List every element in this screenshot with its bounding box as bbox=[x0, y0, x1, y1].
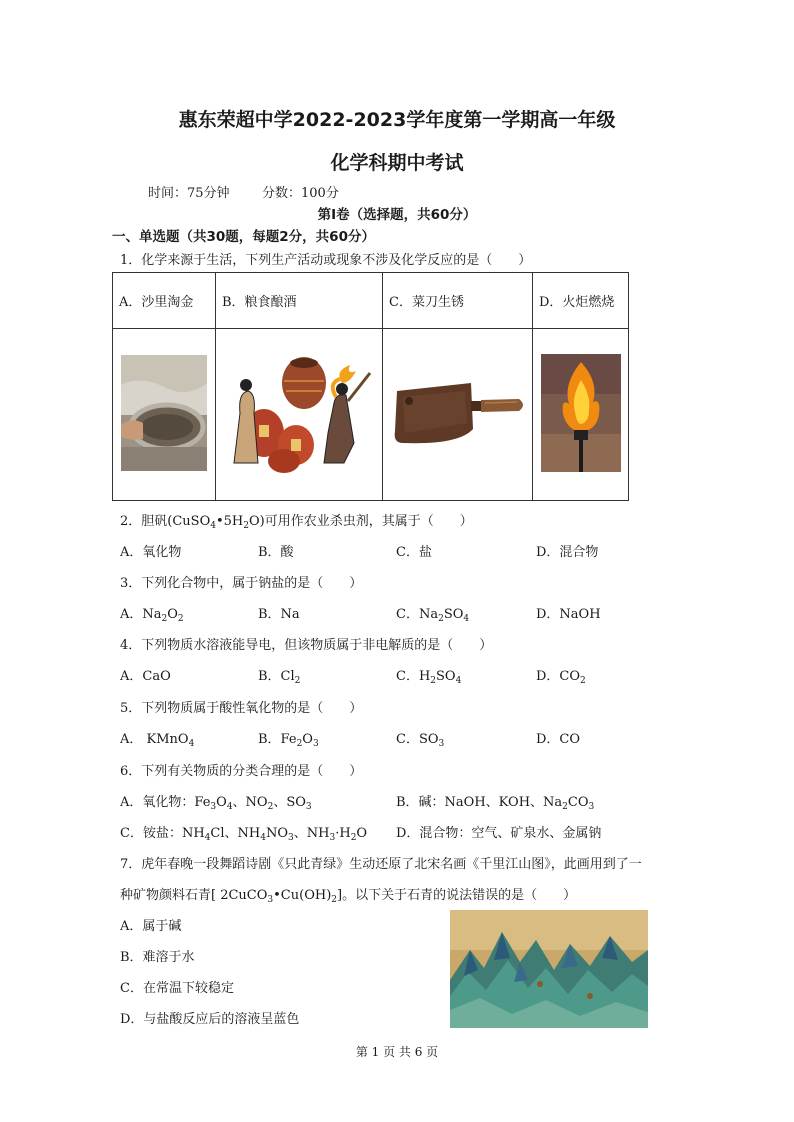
page-footer: 第 1 页 共 6 页 bbox=[355, 1045, 439, 1059]
q1-options-table bbox=[112, 272, 629, 501]
brewing-wine-image bbox=[224, 353, 374, 473]
q5-option-b[interactable]: B．$Fe_2O_3$ bbox=[258, 732, 319, 749]
q7-option-b[interactable]: B．难溶于水 bbox=[120, 950, 195, 965]
q7-option-a[interactable]: A．属于碱 bbox=[120, 919, 182, 934]
q7-option-c[interactable]: C．在常温下较稳定 bbox=[120, 981, 234, 996]
q2-stem: 2．胆矾$(CuSO_4•5H_2O)$可用作农业杀虫剂，其属于（ ） bbox=[120, 514, 473, 531]
q1-image-cell-d bbox=[533, 329, 629, 501]
rusty-cleaver-image bbox=[389, 373, 527, 453]
q4-option-a[interactable]: A．CaO bbox=[120, 669, 171, 684]
part-heading: 第Ⅰ卷（选择题，共60分） bbox=[317, 207, 477, 223]
q1-option-b[interactable]: B．粮食酿酒 bbox=[216, 273, 383, 329]
q5-option-c[interactable]: C．$SO_3$ bbox=[396, 732, 445, 749]
q1-image-cell-b bbox=[216, 329, 383, 501]
landscape-painting-image bbox=[450, 910, 648, 1028]
q2-option-c[interactable]: C．盐 bbox=[396, 545, 432, 560]
q2-option-a[interactable]: A．氧化物 bbox=[120, 545, 182, 560]
q7-stem-line-1: 7．虎年春晚一段舞蹈诗剧《只此青绿》生动还原了北宋名画《千里江山图》，此画用到了一 bbox=[120, 857, 642, 872]
q6-option-c[interactable]: C．铵盐：$NH_4Cl$、$NH_4NO_3$、$NH_3\cdot H_2O$ bbox=[120, 826, 368, 843]
q1-image-cell-a bbox=[113, 329, 216, 501]
exam-score: 分数：100分 bbox=[262, 186, 339, 201]
q3-option-d[interactable]: D．NaOH bbox=[536, 607, 601, 622]
q7-option-d[interactable]: D．与盐酸反应后的溶液呈蓝色 bbox=[120, 1012, 300, 1027]
q6-option-b[interactable]: B．碱：NaOH、KOH、$Na_2CO_3$ bbox=[396, 795, 595, 812]
q1-option-a[interactable]: A．沙里淘金 bbox=[113, 273, 216, 329]
q5-option-a[interactable]: A． KMnO$_4$ bbox=[120, 732, 195, 749]
title-line-2: 化学科期中考试 bbox=[330, 152, 464, 174]
q3-option-a[interactable]: A．$Na_2O_2$ bbox=[120, 607, 184, 624]
q7-stem-line-2: 种矿物颜料石青[ $2CuCO_3•Cu(OH)_2$]。以下关于石青的说法错误的是（ ） bbox=[120, 888, 577, 905]
q5-stem: 5．下列物质属于酸性氧化物的是（ ） bbox=[120, 701, 363, 716]
title-line-1: 惠东荣超中学2022-2023学年度第一学期高一年级 bbox=[178, 109, 616, 131]
q6-option-a[interactable]: A．氧化物：$Fe_3O_4$、$NO_2$、$SO_3$ bbox=[120, 795, 312, 812]
q4-option-d[interactable]: D．$CO_2$ bbox=[536, 669, 586, 686]
q3-option-b[interactable]: B．Na bbox=[258, 607, 300, 622]
panning-gold-image bbox=[121, 355, 207, 471]
q2-option-d[interactable]: D．混合物 bbox=[536, 545, 599, 560]
q1-image-cell-c bbox=[383, 329, 533, 501]
q4-option-b[interactable]: B．$Cl_2$ bbox=[258, 669, 301, 686]
q1-option-d[interactable]: D．火炬燃烧 bbox=[533, 273, 629, 329]
q6-option-d[interactable]: D．混合物：空气、矿泉水、金属钠 bbox=[396, 826, 602, 841]
exam-time: 时间：75分钟 bbox=[148, 186, 230, 201]
q1-option-c[interactable]: C．菜刀生锈 bbox=[383, 273, 533, 329]
q3-stem: 3．下列化合物中，属于钠盐的是（ ） bbox=[120, 576, 363, 591]
q4-option-c[interactable]: C．$H_2SO_4$ bbox=[396, 669, 462, 686]
q4-stem: 4．下列物质水溶液能导电，但该物质属于非电解质的是（ ） bbox=[120, 638, 493, 653]
q5-option-d[interactable]: D．CO bbox=[536, 732, 581, 747]
q2-option-b[interactable]: B．酸 bbox=[258, 545, 294, 560]
q1-stem: 1．化学来源于生活，下列生产活动或现象不涉及化学反应的是（ ） bbox=[120, 253, 532, 268]
q3-option-c[interactable]: C．$Na_2SO_4$ bbox=[396, 607, 470, 624]
section-heading: 一、单选题（共30题，每题2分，共60分） bbox=[112, 229, 375, 245]
q6-stem: 6．下列有关物质的分类合理的是（ ） bbox=[120, 764, 363, 779]
torch-flame-image bbox=[541, 354, 621, 472]
